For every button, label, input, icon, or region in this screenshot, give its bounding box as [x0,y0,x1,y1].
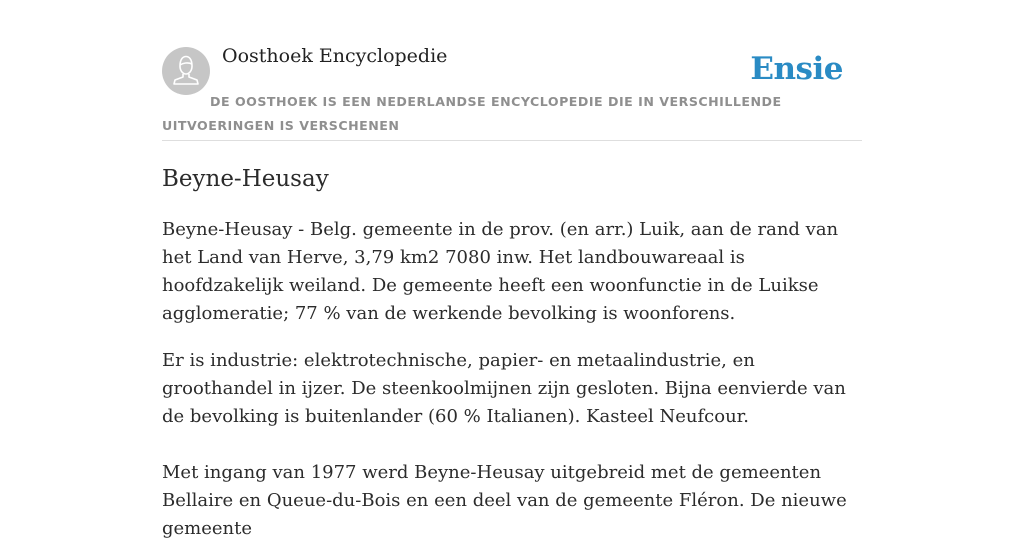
article [162,160,862,543]
author-avatar[interactable] [162,47,210,95]
site-tagline: DE OOSTHOEK IS EEN NEDERLANDSE ENCYCLOPEDIE DIE IN VERSCHILLENDE UITVOERINGEN IS VERSCHENEN [162,94,782,133]
article-title: Beyne-Heusay [162,166,329,192]
site-name[interactable]: Oosthoek Encyclopedie [222,45,448,67]
article-paragraph: Met ingang van 1977 werd Beyne-Heusay uitgebreid met de gemeenten Bellaire en Queue-du-Bois en een deel van de gemeente Fléron. De nieuwe gemeente [162,462,847,539]
site-header [162,40,862,141]
brand-logo[interactable]: Ensie [750,51,843,87]
article-paragraph: Beyne-Heusay - Belg. gemeente in de prov. (en arr.) Luik, aan de rand van het Land van Herve, 3,79 km2 7080 inw. Het landbouwareaal is hoofdzakelijk weiland. De gemeente heeft een woonfunctie in de Luikse agglomeratie; 77 % van de werkende bevolking is woonforens. [162,219,839,324]
user-silhouette-icon [162,47,210,95]
article-paragraph: Er is industrie: elektrotechnische, papier- en metaalindustrie, en groothandel in ijzer. De steenkoolmijnen zijn gesloten. Bijna eenvierde van de bevolking is buitenlander (60 % Italianen). Kasteel Neufcour. [162,350,846,427]
